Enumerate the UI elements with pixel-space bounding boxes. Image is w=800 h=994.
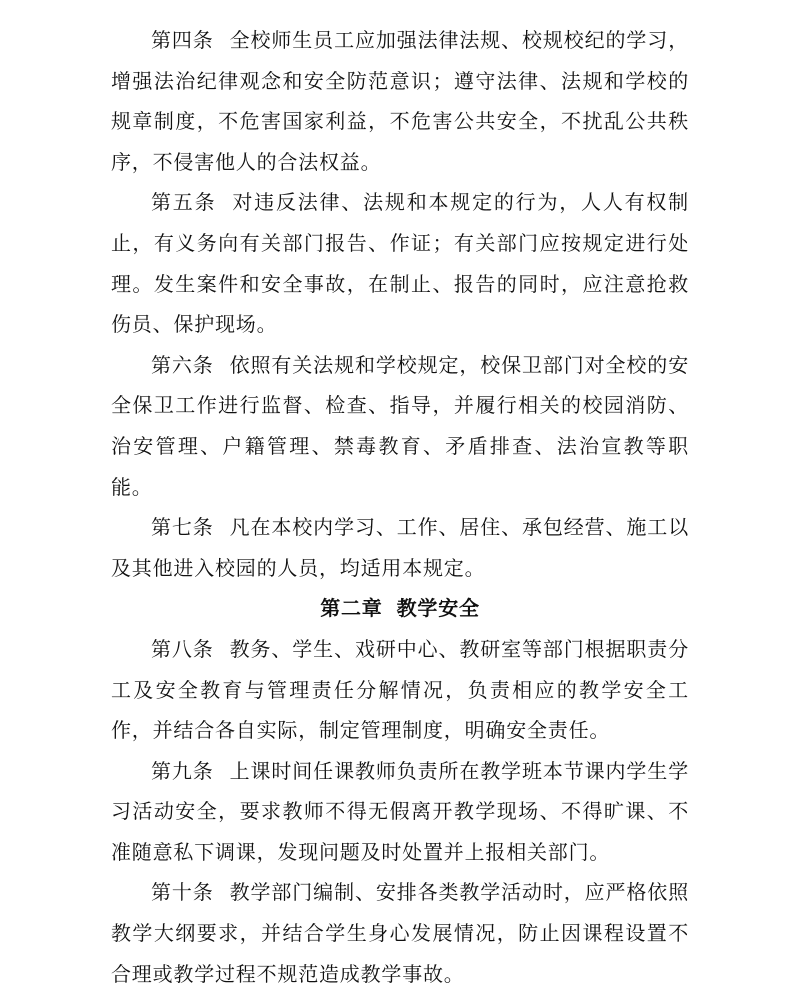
article-5 [111, 182, 689, 344]
article-number: 第十条 [151, 880, 214, 905]
article-text: 凡在本校内学习、工作、居住、承包经营、施工以及其他进入校园的人员，均适用本规定。 [111, 515, 689, 580]
article-number: 第四条 [151, 28, 214, 52]
chapter-title: 教学安全 [396, 596, 480, 621]
article-text: 对违反法律、法规和本规定的行为，人人有权制止，有义务向有关部门报告、作证；有关部门应按规定进行处理。发生案件和安全事故，在制止、报告的同时，应注意抢救伤员、保护现场。 [111, 190, 689, 337]
article-number: 第九条 [151, 758, 214, 783]
article-number: 第五条 [151, 190, 217, 215]
article-6 [111, 345, 689, 507]
chapter-heading [111, 588, 689, 629]
article-7 [111, 507, 689, 588]
article-4 [111, 20, 689, 182]
article-number: 第七条 [151, 515, 214, 540]
article-10 [111, 872, 689, 994]
article-number: 第八条 [151, 636, 214, 661]
article-8 [111, 629, 689, 751]
article-text: 上课时间任课教师负责所在教学班本节课内学生学习活动安全，要求教师不得无假离开教学现场、不得旷课、不准随意私下调课，发现问题及时处置并上报相关部门。 [111, 758, 689, 864]
article-text: 教务、学生、戏研中心、教研室等部门根据职责分工及安全教育与管理责任分解情况，负责相应的教学安全工作，并结合各自实际，制定管理制度，明确安全责任。 [111, 636, 689, 743]
article-text: 教学部门编制、安排各类教学活动时，应严格依照教学大纲要求，并结合学生身心发展情况，防止因课程设置不合理或教学过程不规范造成教学事故。 [111, 880, 689, 986]
article-text: 依照有关法规和学校规定，校保卫部门对全校的安全保卫工作进行监督、检查、指导，并履行相关的校园消防、治安管理、户籍管理、禁毒教育、矛盾排查、法治宣教等职能。 [111, 352, 689, 499]
article-text: 全校师生员工应加强法律法规、校规校纪的学习，增强法治纪律观念和安全防范意识；遵守法律、法规和学校的规章制度，不危害国家利益，不危害公共安全，不扰乱公共秩序，不侵害他人的合法权益。 [111, 28, 689, 174]
article-number: 第六条 [151, 352, 214, 377]
chapter-number: 第二章 [320, 596, 383, 621]
article-9 [111, 751, 689, 873]
document-body [111, 20, 689, 994]
